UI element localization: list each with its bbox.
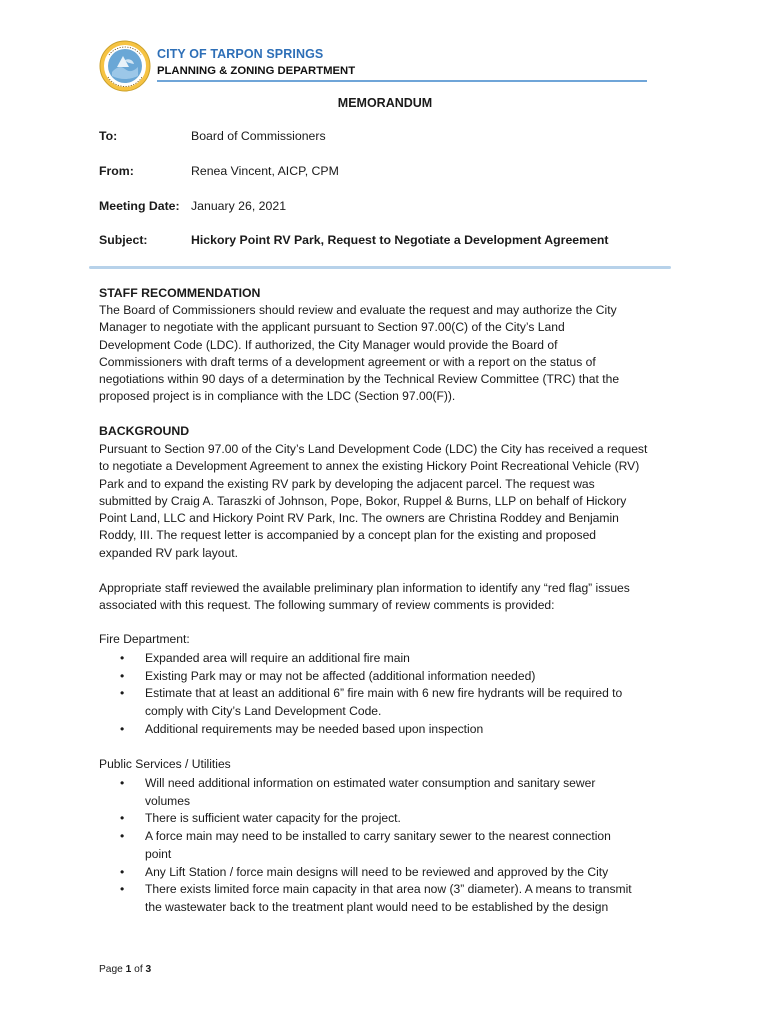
org-name: CITY OF TARPON SPRINGS [157, 47, 324, 61]
bullet-icon: • [120, 721, 125, 736]
review-summary-text [99, 580, 674, 615]
from-field [99, 164, 339, 178]
list-item [99, 685, 674, 720]
section-divider [89, 266, 671, 269]
text-line: Park and to expand the existing RV park by developing the adjacent parcel. The request was [99, 476, 595, 491]
list-item [99, 775, 674, 810]
text-line: Pursuant to Section 97.00 of the City’s Land Development Code (LDC) the City has received a request [99, 442, 648, 456]
list-item-text: Estimate that at least an additional 6” fire main with 6 new fire hydrants will be required to [145, 686, 623, 701]
background-text [99, 441, 674, 562]
city-seal-icon [99, 40, 151, 92]
text-line: Development Code (LDC). If authorized, the City Manager would provide the Board of [99, 337, 558, 352]
text-line: submitted by Craig A. Taraszki of Johnson, Pope, Bokor, Ruppel & Burns, LLP on behalf of Hickory [99, 493, 627, 508]
text-line: to negotiate a Development Agreement to annex the existing Hickory Point Recreational Vehicle (RV) [99, 459, 640, 474]
list-item [99, 650, 674, 668]
public-services-list [99, 775, 674, 917]
subject-label: Subject: [99, 233, 148, 247]
page-word: Page [99, 964, 123, 975]
header-rule [157, 80, 647, 82]
text-line: Roddy, III. The request letter is accompanied by a concept plan for the existing and proposed [99, 528, 597, 543]
public-services-label: Public Services / Utilities [99, 757, 231, 771]
page-number: 1 [125, 964, 132, 975]
from-label: From: [99, 164, 134, 178]
background-heading: BACKGROUND [99, 424, 190, 438]
to-label: To: [99, 129, 118, 143]
from-value: Renea Vincent, AICP, CPM [191, 164, 339, 178]
list-item [99, 828, 674, 863]
text-line: Appropriate staff reviewed the available preliminary plan information to identify any “red flag” issues [99, 581, 630, 595]
list-item-text: Existing Park may or may not be affected (additional information needed) [145, 668, 536, 683]
staff-recommendation-text [99, 302, 674, 406]
page-number-footer [99, 964, 151, 975]
list-item-text: Expanded area will require an additional fire main [145, 651, 410, 665]
list-item-text: the wastewater back to the treatment plant would need to be established by the design [145, 899, 609, 914]
fire-department-list [99, 650, 674, 739]
list-item-text: volumes [145, 793, 191, 808]
text-line: negotiations within 90 days of a determination by the Technical Review Committee (TRC) that the [99, 372, 620, 387]
list-item-text: Any Lift Station / force main designs will need to be reviewed and approved by the City [145, 864, 609, 879]
subject-value: Hickory Point RV Park, Request to Negotiate a Development Agreement [191, 233, 609, 247]
date-value: January 26, 2021 [191, 199, 287, 213]
to-field [99, 129, 326, 143]
list-item [99, 668, 674, 686]
date-label: Meeting Date: [99, 199, 180, 213]
bullet-icon: • [120, 651, 125, 665]
list-item-text: Additional requirements may be needed based upon inspection [145, 721, 484, 736]
list-item-text: A force main may need to be installed to carry sanitary sewer to the nearest connection [145, 829, 611, 844]
text-line: Manager to negotiate with the applicant pursuant to Section 97.00(C) of the City’s Land [99, 320, 565, 335]
list-item [99, 721, 674, 739]
text-line: expanded RV park layout. [99, 545, 238, 560]
text-line: The Board of Commissioners should review and evaluate the request and may authorize the City [99, 303, 617, 317]
list-item [99, 864, 674, 882]
bullet-icon: • [120, 882, 125, 897]
list-item [99, 810, 674, 828]
list-item-text: There exists limited force main capacity in that area now (3” diameter). A means to transmit [145, 882, 632, 897]
list-item-text: Will need additional information on estimated water consumption and sanitary sewer [145, 776, 596, 790]
staff-recommendation-heading: STAFF RECOMMENDATION [99, 286, 261, 300]
text-line: associated with this request. The following summary of review comments is provided: [99, 598, 555, 613]
bullet-icon: • [120, 811, 125, 826]
list-item-text: There is sufficient water capacity for the project. [145, 811, 401, 826]
list-item [99, 881, 674, 916]
memo-title: MEMORANDUM [337, 96, 433, 110]
fire-department-label: Fire Department: [99, 632, 190, 646]
list-item-text: point [145, 846, 172, 861]
page-total: 3 [145, 964, 152, 975]
date-field [99, 199, 287, 213]
of-word: of [134, 964, 143, 975]
list-item-text: comply with City’s Land Development Code. [145, 704, 382, 719]
bullet-icon: • [120, 668, 125, 683]
bullet-icon: • [120, 864, 125, 879]
department-name: PLANNING & ZONING DEPARTMENT [157, 65, 356, 77]
text-line: proposed project is in compliance with the LDC (Section 97.00(F)). [99, 389, 456, 404]
to-value: Board of Commissioners [191, 129, 326, 143]
subject-field [99, 233, 609, 247]
text-line: Point Land, LLC and Hickory Point RV Park, Inc. The owners are Christina Roddey and Benjamin [99, 511, 619, 526]
bullet-icon: • [120, 686, 125, 701]
bullet-icon: • [120, 829, 125, 844]
bullet-icon: • [120, 776, 125, 790]
text-line: Commissioners with draft terms of a development agreement or with a report on the status of [99, 354, 596, 369]
